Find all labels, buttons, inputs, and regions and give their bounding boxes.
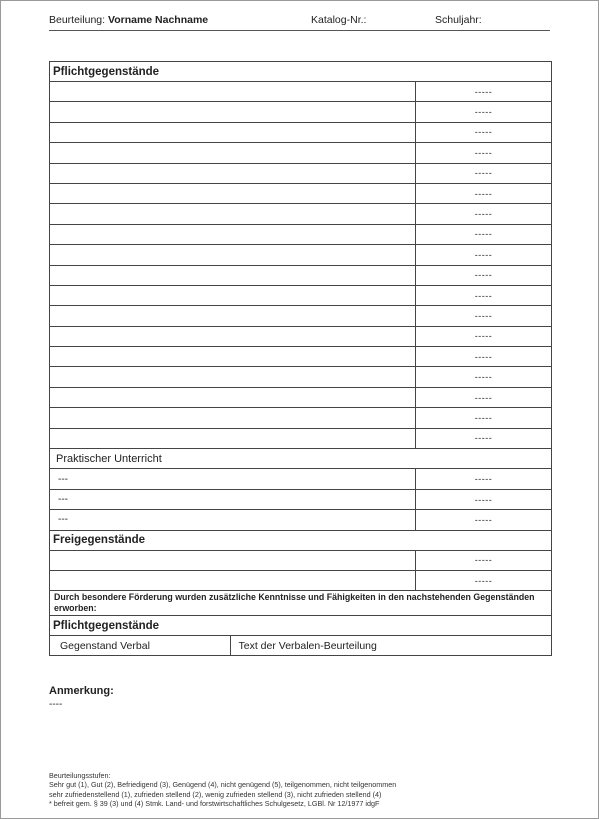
grade-cell: ----- [416, 204, 552, 224]
subject-cell [50, 224, 416, 244]
grade-row [50, 163, 552, 183]
foerderung-note-row [50, 591, 552, 616]
subject-cell [50, 163, 416, 183]
foerderung-section-header [50, 616, 552, 636]
grade-row [50, 367, 552, 387]
grade-cell: ----- [416, 570, 552, 590]
frei-section-header [50, 530, 552, 550]
grade-cell: ----- [416, 550, 552, 570]
subject-cell [50, 428, 416, 448]
grade-row [50, 102, 552, 122]
grade-row [50, 265, 552, 285]
grade-row [50, 245, 552, 265]
grade-cell: ----- [416, 326, 552, 346]
subject-cell: --- [50, 469, 416, 489]
subject-cell [50, 82, 416, 102]
subject-cell [50, 122, 416, 142]
grade-row [50, 285, 552, 305]
grade-row [50, 387, 552, 407]
grade-row [50, 469, 552, 489]
verbal-text-header: Text der Verbalen-Beurteilung [238, 639, 377, 652]
grade-cell: ----- [416, 367, 552, 387]
subject-cell [50, 326, 416, 346]
grade-cell: ----- [416, 102, 552, 122]
subject-cell: --- [50, 489, 416, 509]
subject-cell [50, 408, 416, 428]
praktisch-title: Praktischer Unterricht [50, 449, 552, 469]
grade-row [50, 143, 552, 163]
grade-row [50, 570, 552, 590]
grade-cell: ----- [416, 489, 552, 509]
grade-cell: ----- [416, 306, 552, 326]
subject-cell: --- [50, 510, 416, 530]
subject-cell [50, 183, 416, 203]
foerderung-note: Durch besondere Förderung wurden zusätzliche Kenntnisse und Fähigkeiten in den nachstehenden Gegenständen erworben: [50, 591, 552, 616]
grading-scale-footer [49, 771, 396, 809]
foerderung-title: Pflichtgegenstände [50, 616, 552, 636]
grades-table [49, 61, 552, 656]
grade-cell: ----- [416, 183, 552, 203]
subject-cell [50, 285, 416, 305]
verbal-subject-header: Gegenstand Verbal [50, 636, 230, 655]
grade-cell: ----- [416, 469, 552, 489]
grade-row [50, 550, 552, 570]
subject-cell [50, 550, 416, 570]
pflicht-title: Pflichtgegenstände [50, 62, 552, 82]
grade-row [50, 82, 552, 102]
subject-cell [50, 102, 416, 122]
footer-line-4: * befreit gem. § 39 (3) und (4) Stmk. Land- und forstwirtschaftliches Schulgesetz, LGBl. Nr 12/1977 idgF [49, 799, 380, 809]
grade-row [50, 408, 552, 428]
verbal-header-row [50, 636, 552, 656]
grade-row [50, 122, 552, 142]
grade-row [50, 489, 552, 509]
subject-cell [50, 387, 416, 407]
grade-row [50, 183, 552, 203]
grade-cell: ----- [416, 122, 552, 142]
grade-row [50, 204, 552, 224]
grade-row [50, 347, 552, 367]
pflicht-section-header [50, 62, 552, 82]
grade-row [50, 428, 552, 448]
frei-title: Freigegenstände [50, 530, 552, 550]
katalog-label: Katalog-Nr.: [311, 14, 367, 26]
grade-cell: ----- [416, 224, 552, 244]
grade-cell: ----- [416, 510, 552, 530]
schuljahr-label: Schuljahr: [435, 14, 482, 26]
grade-cell: ----- [416, 387, 552, 407]
subject-cell [50, 347, 416, 367]
grade-cell: ----- [416, 408, 552, 428]
subject-cell [50, 265, 416, 285]
subject-cell [50, 570, 416, 590]
student-name-field [49, 14, 208, 26]
grade-cell: ----- [416, 82, 552, 102]
footer-line-3: sehr zufriedenstellend (1), zufrieden stellend (2), wenig zufrieden stellend (3), nicht zufrieden stellend (4) [49, 789, 382, 799]
grade-row [50, 510, 552, 530]
grade-row [50, 224, 552, 244]
grade-cell: ----- [416, 265, 552, 285]
subject-cell [50, 306, 416, 326]
grade-cell: ----- [416, 285, 552, 305]
grade-row [50, 326, 552, 346]
subject-cell [50, 143, 416, 163]
header-bar [49, 12, 550, 31]
footer-line-1: Beurteilungsstufen: [49, 771, 111, 780]
grade-cell: ----- [416, 347, 552, 367]
anmerkung-title: Anmerkung: [49, 685, 114, 697]
subject-cell [50, 245, 416, 265]
grade-cell: ----- [416, 143, 552, 163]
grade-row [50, 306, 552, 326]
anmerkung-text: ---- [49, 699, 63, 710]
subject-cell [50, 367, 416, 387]
grade-cell: ----- [416, 428, 552, 448]
beurteilung-label: Beurteilung: [49, 14, 106, 26]
subject-cell [50, 204, 416, 224]
grade-cell: ----- [416, 163, 552, 183]
footer-line-2: Sehr gut (1), Gut (2), Befriedigend (3), Genügend (4), nicht genügend (5), teilgenommen, nicht teilgenommen [49, 780, 397, 790]
student-name: Vorname Nachname [107, 14, 209, 26]
praktisch-section-header [50, 449, 552, 469]
grade-cell: ----- [416, 245, 552, 265]
